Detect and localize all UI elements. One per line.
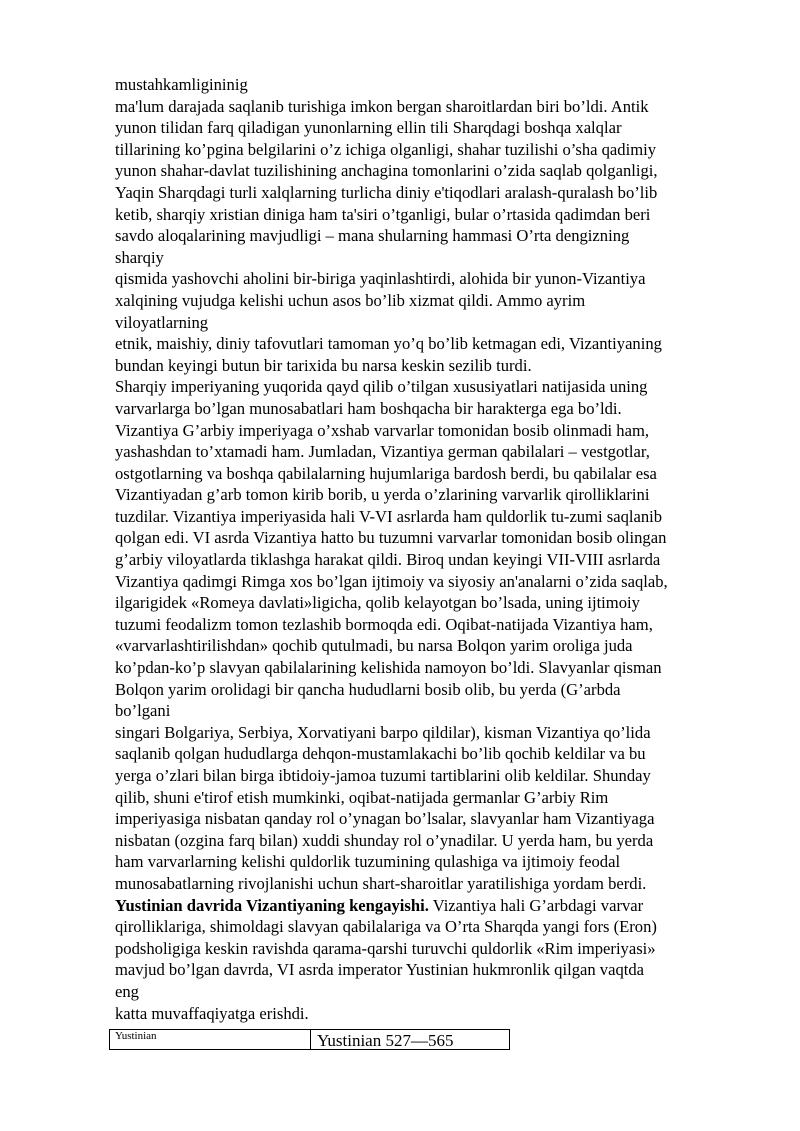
text-line: qolgan edi. VI asrda Vizantiya hatto bu tuzumni varvarlar tomonidan bosib olingan [115,528,667,548]
text-line: Bolqon yarim orolidagi bir qancha hududlarni bosib olib, bu yerda (G’arbda [115,679,621,699]
text-line: Yaqin Sharqdagi turli xalqlarning turlicha diniy e'tiqodlari aralash-quralash bo’lib [115,182,658,202]
text-line: yerga o’zlari bilan birga ibtidoiy-jamoa tuzumi tartiblarini olib keldilar. Shunday [115,766,651,785]
text-line: tuzdilar. Vizantiya imperiyasida hali V-VI asrlarda ham quldorlik tu-zumi saqlanib [115,506,663,526]
text-line: Vizantiyadan g’arb tomon kirib borib, u yerda o’zlarining varvarlik qirolliklarini [115,485,650,505]
text-line: tuzumi feodalizm tomon tezlashib bormoqda edi. Oqibat-natijada Vizantiya ham, [115,614,653,634]
text-line: etnik, maishiy, diniy tafovutlari tamoman yo’q bo’lib ketmagan edi, Vizantiyaning [115,334,662,354]
text-line: saqlanib qolgan hududlarga dehqon-mustamlakachi bo’lib qochib keldilar va bu [115,744,646,764]
text-line: Vizantiya G’arbiy imperiyaga o’xshab varvarlar tomonidan bosib olinmadi ham, [115,420,649,440]
text-line: munosabatlarning rivojlanishi uchun shart-sharoitlar yaratilishiga yordam berdi. [115,873,647,893]
text-line: qirolliklariga, shimoldagi slavyan qabilalariga va O’rta Sharqda yangi fors (Eron) [115,917,657,937]
text-line: ham varvarlarning kelishi quldorlik tuzumining qulashiga va ijtimoiy feodal [115,852,621,872]
text-line: qilib, shuni e'tirof etish mumkinki, oqibat-natijada germanlar G’arbiy Rim [115,787,609,807]
text-line: singari Bolgariya, Serbiya, Xorvatiyani barpo qildilar), kisman Vizantiya qo’lida [115,722,651,742]
text-line: savdo aloqalarining mavjudligi – mana shularning hammasi O’rta dengizning [115,226,630,246]
ruler-table [109,1029,510,1050]
text-line: «varvarlashtirilishdan» qochib qutulmadi, bu narsa Bolqon yarim oroliga juda [115,636,633,656]
text-line: ko’pdan-ko’p slavyan qabilalarining kelishida namoyon bo’ldi. Slavyanlar qisman [115,658,662,678]
text-line: bundan keyingi butun bir tarixida bu narsa keskin sezilib turdi. [115,355,532,375]
text-line: Sharqiy imperiyaning yuqorida qayd qilib o’tilgan xususiyatlari natijasida uning [115,377,648,397]
text-line: ilgarigidek «Romeya davlati»ligicha, qolib kelayotgan bo’lsada, uning ijtimoiy [115,593,640,613]
text-line: imperiyasiga nisbatan qanday rol o’ynagan bo’lsalar, slavyanlar ham Vizantiyaga [115,809,655,829]
text-line: ketib, sharqiy xristian diniga ham ta'siri o’tganligi, bular o’rtasida qadimdan beri [115,204,651,224]
table-cell-ruler-name: Yustinian [110,1030,311,1049]
text-line: podsholigiga keskin ravishda qarama-qarshi turuvchi quldorlik «Rim imperiyasi» [115,938,656,958]
text-line: yashashdan to’xtamadi ham. Jumladan, Vizantiya german qabilalari – vestgotlar, [115,442,650,462]
text-line: mustahkamligininig [115,75,248,94]
text-line: bo’lgani [115,701,171,721]
text-line: ma'lum darajada saqlanib turishiga imkon bergan sharoitlardan biri bo’ldi. Antik [115,96,649,116]
text-line: nisbatan (ozgina farq bilan) xuddi shunday rol o’ynadilar. U yerda ham, bu yerda [115,830,654,850]
text-line: katta muvaffaqiyatga erishdi. [115,1003,309,1023]
text-line: varvarlarga bo’lgan munosabatlari ham boshqacha bir harakterga ega bo’ldi. [115,398,622,418]
text-line: yunon shahar-davlat tuzilishining anchagina tomonlarini o’zida saqlab qolganligi, [115,161,658,181]
text-line: ostgotlarning va boshqa qabilalarning hujumlariga bardosh berdi, bu qabilalar esa [115,463,657,483]
text-line: yunon tilidan farq qiladigan yunonlarning ellin tili Sharqdagi boshqa xalqlar [115,118,622,138]
table-cell-reign: Yustinian 527—565 [317,1031,454,1050]
text-line: g’arbiy viloyatlarda tiklashga harakat qildi. Biroq undan keyingi VII-VIII asrlarda [115,550,661,570]
document-body [115,74,745,1024]
text-line: xalqining vujudga kelishi uchun asos bo’lib xizmat qildi. Ammo ayrim [115,290,586,310]
text-line: viloyatlarning [115,312,209,332]
text-line: mavjud bo’lgan davrda, VI asrda imperator Yustinian hukmronlik qilgan vaqtda [115,960,645,980]
section-heading: Yustinian davrida Vizantiyaning kengayishi. [115,895,429,915]
text-line: tillarining ko’pgina belgilarini o’z ichiga olganligi, shahar tuzilishi o’sha qadimiy [115,139,657,159]
text-line: eng [115,981,139,1001]
text-line: sharqiy [115,247,164,267]
section-first-line [115,895,745,917]
text-line: qismida yashovchi aholini bir-biriga yaqinlashtirdi, alohida bir yunon-Vizantiya [115,269,646,289]
text-line: Vizantiya qadimgi Rimga xos bo’lgan ijtimoiy va siyosiy an'analarni o’zida saqlab, [115,571,668,591]
section-first-line-text: Vizantiya hali G’arbdagi varvar [428,895,644,915]
